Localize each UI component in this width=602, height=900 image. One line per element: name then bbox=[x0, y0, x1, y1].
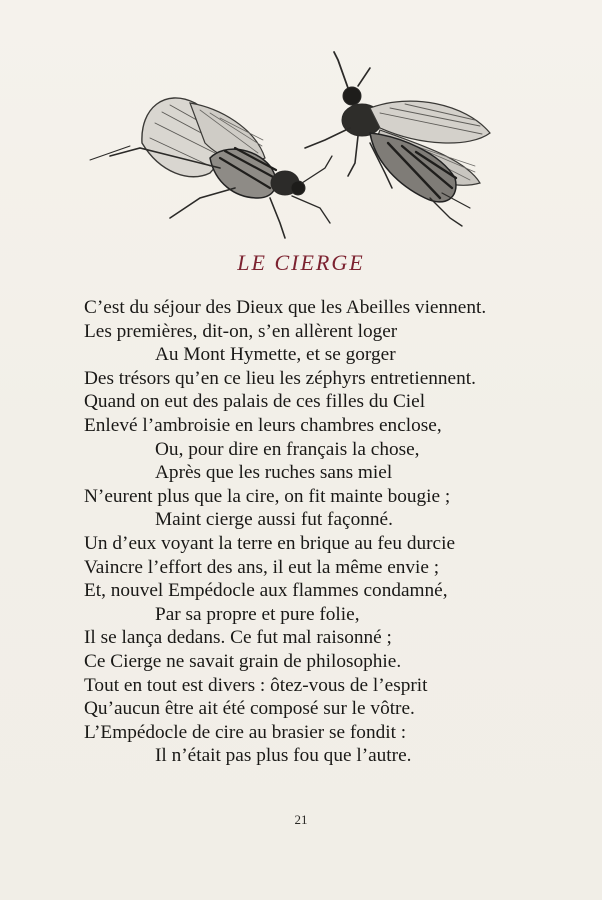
page-number: 21 bbox=[294, 812, 308, 827]
poem-line: Des trésors qu’en ce lieu les zéphyrs entretiennent. bbox=[84, 367, 476, 389]
poem-line: Au Mont Hymette, et se gorger bbox=[155, 344, 396, 366]
poem-line: Ce Cierge ne savait grain de philosophie. bbox=[84, 650, 402, 672]
poem-line: N’eurent plus que la cire, on fit mainte bougie ; bbox=[84, 485, 451, 507]
poem-line: Ou, pour dire en français la chose, bbox=[155, 438, 420, 460]
poem-line: Et, nouvel Empédocle aux flammes condamné, bbox=[84, 580, 448, 602]
poem-line: Par sa propre et pure folie, bbox=[155, 603, 360, 625]
poem-line: Il se lança dedans. Ce fut mal raisonné ; bbox=[84, 627, 392, 649]
poem-line: Qu’aucun être ait été composé sur le vôtre. bbox=[84, 698, 415, 720]
poem-line: Tout en tout est divers : ôtez-vous de l’esprit bbox=[84, 674, 428, 696]
poem-line: Enlevé l’ambroisie en leurs chambres enclose, bbox=[84, 414, 442, 436]
poem-line: C’est du séjour des Dieux que les Abeilles viennent. bbox=[84, 297, 487, 318]
poem-line: Quand on eut des palais de ces filles du Ciel bbox=[84, 391, 426, 413]
poem-line: Vaincre l’effort des ans, il eut la même envie ; bbox=[84, 556, 440, 578]
poem-body bbox=[84, 296, 584, 768]
bees-illustration bbox=[70, 48, 510, 248]
poem-line: Après que les ruches sans miel bbox=[155, 462, 393, 484]
poem-line: Il n’était pas plus fou que l’autre. bbox=[155, 745, 412, 767]
right-bee-drawing bbox=[305, 52, 490, 226]
poem-line: Maint cierge aussi fut façonné. bbox=[155, 509, 393, 531]
poem-line: Un d’eux voyant la terre en brique au feu durcie bbox=[84, 532, 456, 554]
left-bee-drawing bbox=[90, 98, 332, 238]
poem-title: LE CIERGE bbox=[237, 250, 365, 275]
poem-line: Les premières, dit-on, s’en allèrent loger bbox=[84, 320, 398, 342]
poem-line: L’Empédocle de cire au brasier se fondit : bbox=[84, 721, 407, 743]
